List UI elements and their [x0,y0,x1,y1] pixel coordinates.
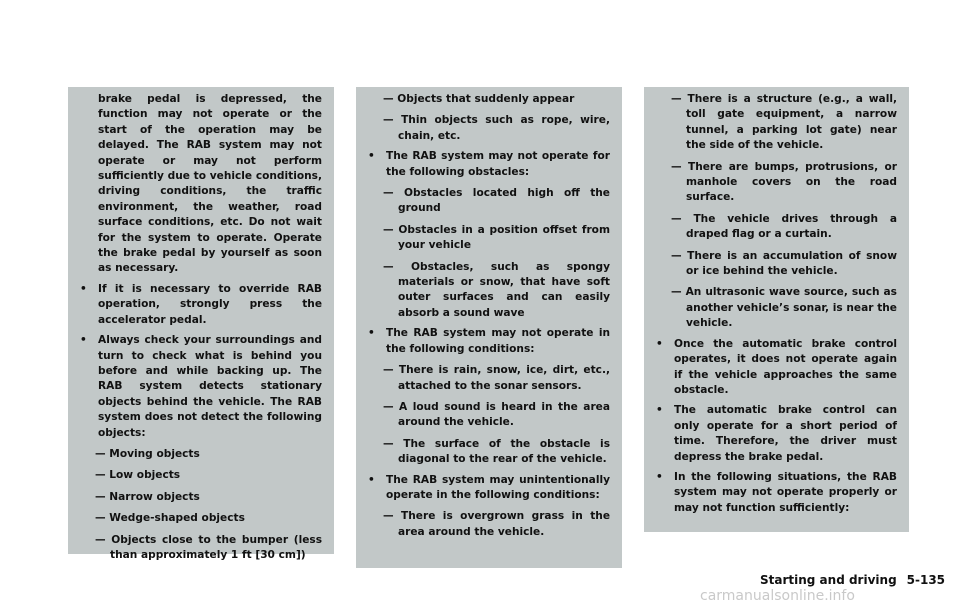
watermark: carmanualsonline.info [700,588,855,604]
bullet-icon: • [656,337,663,350]
dash-item: — Obstacles in a position offset from your vehicle [383,223,610,252]
dash-item: — There is rain, snow, ice, dirt, etc., attached to the sonar sensors. [383,364,610,392]
bullet-item [656,337,897,399]
bullet-text: The RAB system may not operate in the following conditions: [386,327,610,355]
dash-item: — Wedge-shaped objects [95,512,245,525]
dash-item: — Narrow objects [95,490,200,503]
dash-item: — A loud sound is heard in the area around the vehicle. [383,400,610,429]
dash-item: — There are bumps, protrusions, or manhole covers on the road surface. [671,160,897,204]
dash-item: — Objects close to the bumper (less than approximately 1 ft [30 cm]) [95,533,322,561]
dash-item: — Objects that suddenly appear [383,93,575,105]
bullet-item [80,333,322,441]
bullet-icon: • [368,150,375,163]
text-column-3 [644,87,909,532]
bullet-text: In the following situations, the RAB system may not operate properly or may not function sufficiently: [674,470,897,514]
bullet-icon: • [80,334,87,347]
bullet-text: Always check your surroundings and turn to check what is behind you before and while backing up. The RAB system detects stationary objects behind the vehicle. The RAB system does not detect the following objects: [98,334,322,439]
bullet-text: The RAB system may not operate for the following obstacles: [386,150,610,178]
continuation-paragraph: brake pedal is depressed, the function may not operate or the start of the operation may be delayed. The RAB system may not operate or may not perform sufficiently due to vehicle conditions, driving conditions, the traffic environment, the weather, road surface conditions, etc. Do not wait for the system to operate. Operate the brake pedal by yourself as soon as necessary. [98,93,322,275]
section-title: Starting and driving [760,573,897,587]
dash-item: — An ultrasonic wave source, such as another vehicle’s sonar, is near the vehicle. [671,286,897,330]
dash-item: — There is a structure (e.g., a wall, toll gate equipment, a narrow tunnel, a parking lot gate) near the side of the vehicle. [671,93,897,152]
dash-item: — Thin objects such as rope, wire, chain, etc. [383,114,610,142]
bullet-item [656,470,897,516]
dash-item: — The surface of the obstacle is diagonal to the rear of the vehicle. [383,437,610,466]
bullet-icon: • [80,282,87,295]
bullet-icon: • [368,327,375,340]
bullet-icon: • [368,473,375,486]
bullet-icon: • [656,470,663,483]
bullet-text: If it is necessary to override RAB operation, strongly press the accelerator pedal. [98,282,322,326]
dash-item: — Moving objects [95,447,200,460]
bullet-item [368,149,610,180]
bullet-item [80,282,322,328]
dash-item: — The vehicle drives through a draped flag or a curtain. [671,212,897,241]
text-column-1 [68,87,334,561]
bullet-text: The RAB system may unintentionally operate in the following conditions: [386,473,610,501]
bullet-item [656,403,897,465]
bullet-icon: • [656,404,663,417]
bullet-text: The automatic brake control can only operate for a short period of time. Therefore, the driver must depress the brake pedal. [674,404,897,463]
bullet-text: Once the automatic brake control operates, it does not operate again if the vehicle approaches the same obstacle. [674,337,897,396]
dash-item: — There is overgrown grass in the area around the vehicle. [383,510,610,538]
dash-item: — Obstacles, such as spongy materials or snow, that have soft outer surfaces and can easily absorb a sound wave [383,260,610,319]
page-number: 5-135 [906,573,946,587]
text-column-2 [356,87,622,568]
dash-item: — There is an accumulation of snow or ice behind the vehicle. [671,249,897,278]
dash-item: — Obstacles located high off the ground [383,187,610,215]
bullet-item [368,473,610,504]
dash-item: — Low objects [95,469,181,482]
bullet-item [368,326,610,357]
